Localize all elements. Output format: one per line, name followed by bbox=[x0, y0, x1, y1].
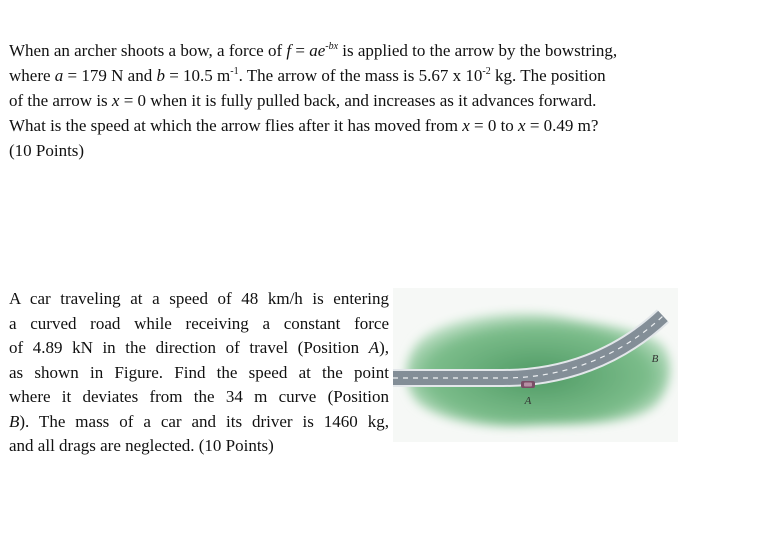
q1-text: What is the speed at which the arrow flies after it has moved from bbox=[9, 116, 463, 135]
var-b: b bbox=[156, 66, 165, 85]
q2-line-7: and all drags are neglected. (10 Points) bbox=[9, 436, 274, 455]
car-icon bbox=[521, 381, 535, 388]
var-e: e bbox=[317, 41, 326, 60]
q1-text: = bbox=[291, 41, 310, 60]
var-f: f bbox=[286, 41, 292, 60]
q1-line-1 bbox=[9, 38, 699, 63]
q2-line-6 bbox=[9, 410, 389, 435]
q1-text: where bbox=[9, 66, 55, 85]
label-position-a: A bbox=[524, 395, 532, 407]
q1-text: . The arrow of the mass is 5.67 x 10 bbox=[238, 66, 483, 85]
q1-text: When an archer shoots a bow, a force of bbox=[9, 41, 287, 60]
q2-line-3 bbox=[9, 336, 389, 361]
var-a: a bbox=[54, 66, 64, 85]
q2-line-4: as shown in Figure. Find the speed at the point bbox=[9, 362, 389, 382]
exponent: -1 bbox=[230, 66, 239, 77]
q1-line-4 bbox=[9, 113, 699, 138]
question-2 bbox=[9, 287, 389, 459]
q2-line-2: a curved road while receiving a constant force bbox=[9, 313, 389, 333]
position-a: A bbox=[368, 338, 380, 357]
q1-text: is applied to the arrow by the bowstring, bbox=[338, 41, 618, 60]
label-position-b: B bbox=[651, 353, 659, 365]
curved-road-figure bbox=[393, 288, 678, 442]
exponent: -bx bbox=[325, 41, 339, 52]
q1-text: kg. The position bbox=[490, 66, 606, 85]
q2-text: ). The mass of a car and its driver is 1460 kg, bbox=[19, 411, 389, 431]
var-x: x bbox=[462, 116, 470, 135]
q1-line-3 bbox=[9, 88, 699, 113]
q2-line-1: A car traveling at a speed of 48 km/h is entering bbox=[9, 289, 389, 308]
position-b: B bbox=[9, 411, 20, 431]
q1-points: (10 Points) bbox=[9, 141, 85, 160]
var-x: x bbox=[518, 116, 526, 135]
exponent: -2 bbox=[482, 66, 491, 77]
var-x: x bbox=[111, 91, 120, 110]
var-a: a bbox=[309, 41, 318, 60]
q2-text: of 4.89 kN in the direction of travel (Position bbox=[9, 338, 369, 357]
q1-text: = 0 when it is fully pulled back, and increases as it advances forward. bbox=[119, 91, 597, 110]
road-illustration bbox=[393, 288, 678, 442]
question-1 bbox=[9, 38, 699, 163]
q1-text: = 179 N and bbox=[63, 66, 157, 85]
q1-text: of the arrow is bbox=[9, 91, 112, 110]
q2-line-5: where it deviates from the 34 m curve (Position bbox=[9, 387, 389, 406]
q1-line-2 bbox=[9, 63, 699, 88]
q2-text: ), bbox=[379, 338, 389, 357]
q1-text: = 0.49 m? bbox=[525, 116, 599, 135]
q1-text: = 0 to bbox=[469, 116, 519, 135]
q1-text: = 10.5 m bbox=[164, 66, 231, 85]
